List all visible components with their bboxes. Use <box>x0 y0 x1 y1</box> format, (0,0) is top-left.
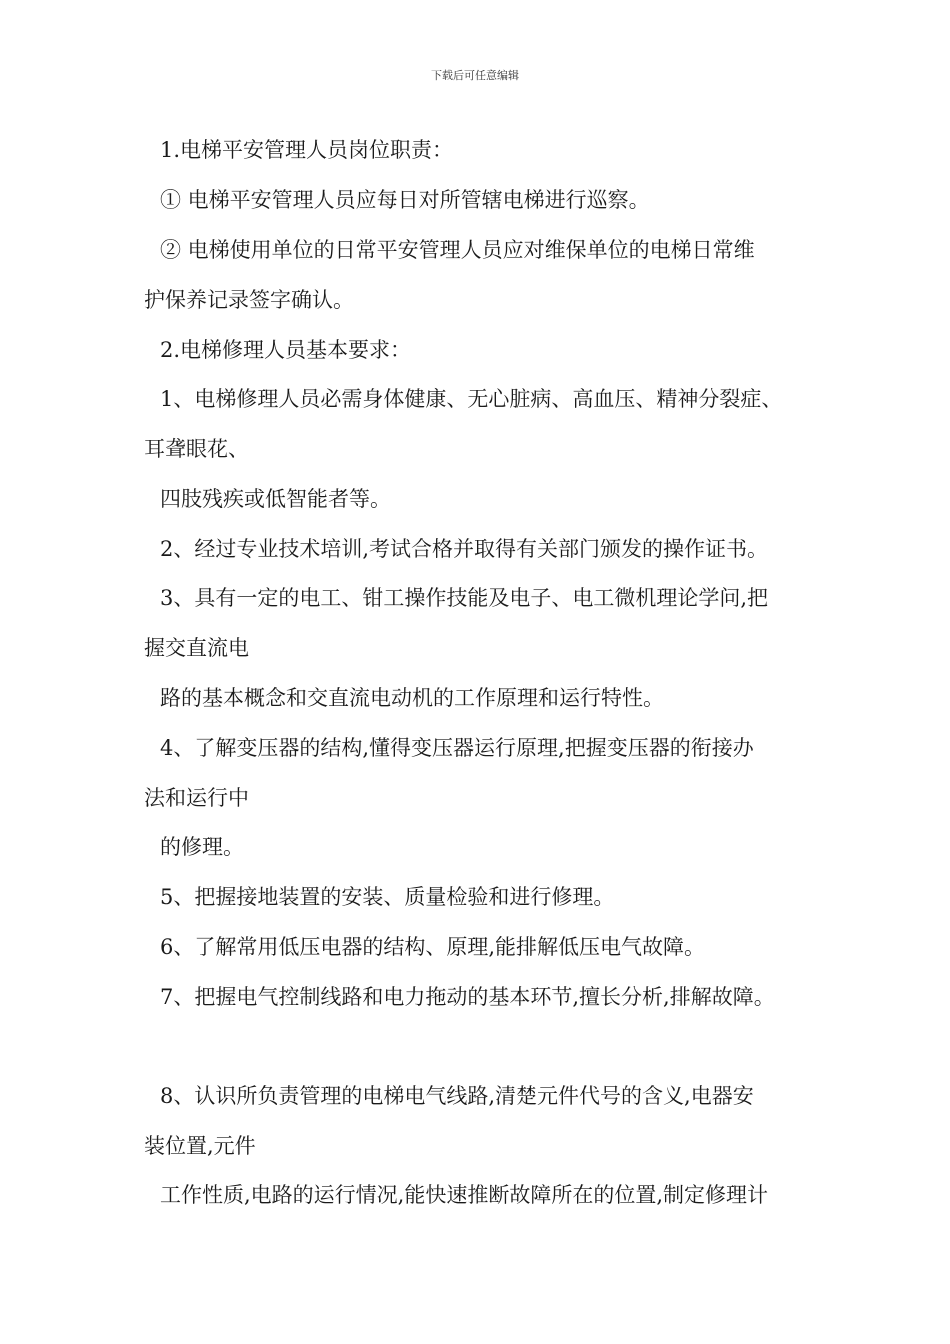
paragraph-line: 4、了解变压器的结构,懂得变压器运行原理,把握变压器的衔接办 <box>160 736 754 760</box>
paragraph-line: 7、把握电气控制线路和电力拖动的基本环节,擅长分析,排解故障。 <box>160 985 775 1009</box>
section-heading-safety-manager: 1.电梯平安管理人员岗位职责： <box>160 138 454 162</box>
paragraph-line: 工作性质,电路的运行情况,能快速推断故障所在的位置,制定修理计 <box>160 1183 769 1207</box>
paragraph-line: 6、了解常用低压电器的结构、原理,能排解低压电气故障。 <box>160 935 706 959</box>
section-heading-repair-staff: 2.电梯修理人员基本要求： <box>160 338 412 362</box>
paragraph-line: 装位置,元件 <box>144 1134 256 1158</box>
paragraph-line: 护保养记录签字确认。 <box>144 288 354 312</box>
paragraph-line: 路的基本概念和交直流电动机的工作原理和运行特性。 <box>160 686 664 710</box>
paragraph-line: 握交直流电 <box>144 636 249 660</box>
paragraph-line: ② 电梯使用单位的日常平安管理人员应对维保单位的电梯日常维 <box>160 238 755 262</box>
page-header: 下载后可任意编辑 <box>431 69 519 82</box>
paragraph-line: 3、具有一定的电工、钳工操作技能及电子、电工微机理论学问,把 <box>160 586 769 610</box>
paragraph-line: 2、经过专业技术培训,考试合格并取得有关部门颁发的操作证书。 <box>160 537 769 561</box>
paragraph-line: ① 电梯平安管理人员应每日对所管辖电梯进行巡察。 <box>160 188 650 212</box>
paragraph-line: 耳聋眼花、 <box>144 437 249 461</box>
paragraph-line: 的修理。 <box>160 835 244 859</box>
paragraph-line: 5、把握接地装置的安装、质量检验和进行修理。 <box>160 885 615 909</box>
paragraph-line: 法和运行中 <box>144 786 249 810</box>
paragraph-line: 8、认识所负责管理的电梯电气线路,清楚元件代号的含义,电器安 <box>160 1084 754 1108</box>
paragraph-line: 四肢残疾或低智能者等。 <box>160 487 391 511</box>
paragraph-line: 1、电梯修理人员必需身体健康、无心脏病、高血压、精神分裂症、 <box>160 387 783 411</box>
